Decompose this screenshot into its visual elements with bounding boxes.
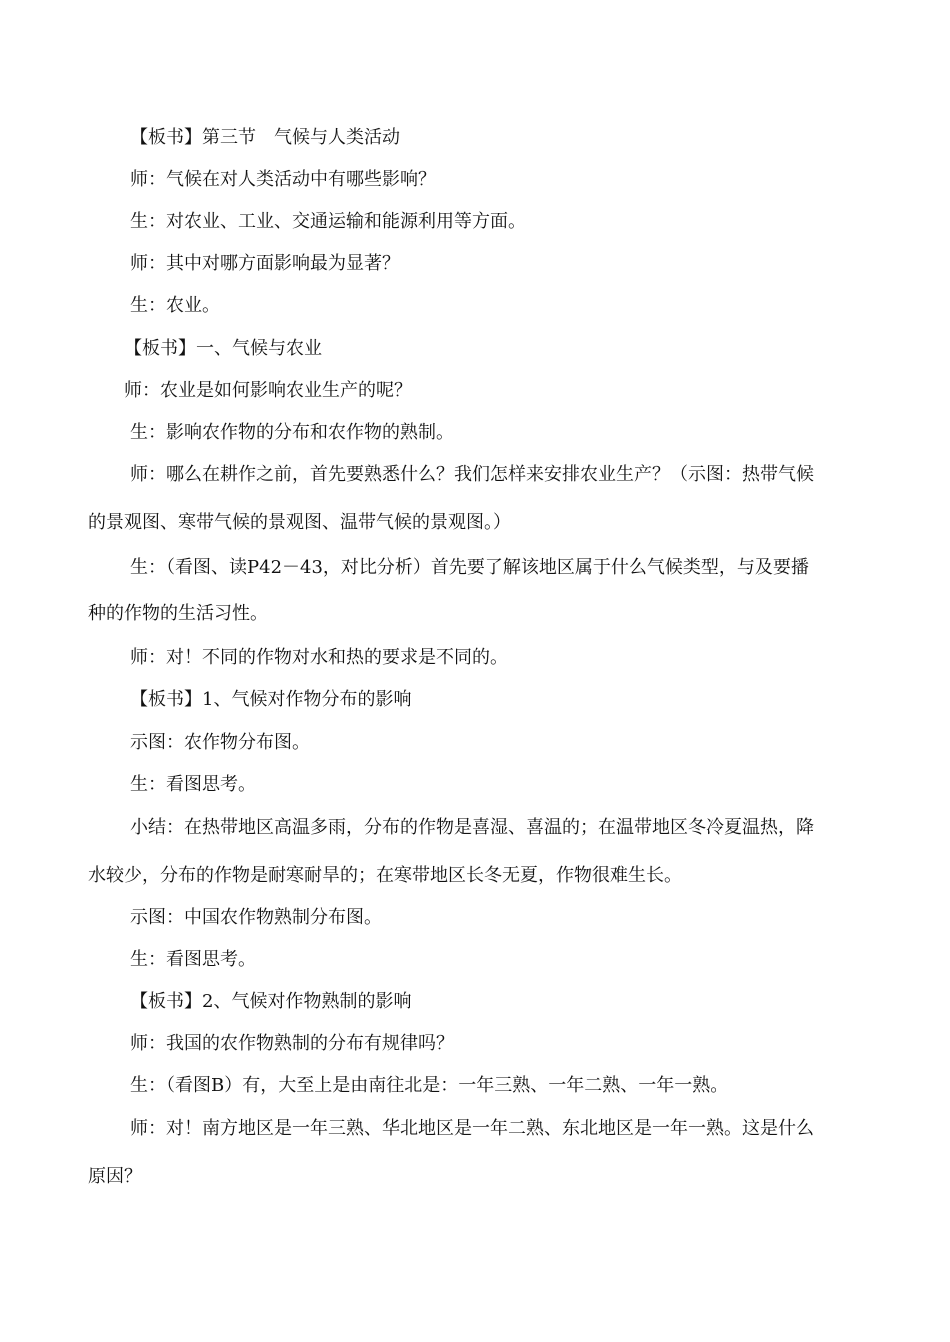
board-heading-cropping: 【板书】2、气候对作物熟制的影响 bbox=[130, 991, 412, 1012]
board-heading-section: 【板书】第三节 气候与人类活动 bbox=[130, 127, 400, 148]
summary-line: 小结：在热带地区高温多雨，分布的作物是喜湿、喜温的；在温带地区冬冷夏温热，降 bbox=[130, 817, 814, 838]
teacher-line: 师：对！不同的作物对水和热的要求是不同的。 bbox=[130, 647, 508, 668]
figure-note: 示图：农作物分布图。 bbox=[130, 732, 310, 753]
teacher-line: 师：农业是如何影响农业生产的呢？ bbox=[124, 380, 412, 401]
teacher-line: 师：对！南方地区是一年三熟、华北地区是一年二熟、东北地区是一年一熟。这是什么 bbox=[130, 1118, 814, 1139]
student-line: 生：看图思考。 bbox=[130, 949, 256, 970]
summary-line-continuation: 水较少，分布的作物是耐寒耐旱的；在寒带地区长冬无夏，作物很难生长。 bbox=[88, 865, 682, 886]
student-line: 生：看图思考。 bbox=[130, 774, 256, 795]
teacher-line: 师：哪么在耕作之前，首先要熟悉什么？我们怎样来安排农业生产？（示图：热带气候 bbox=[130, 464, 814, 485]
student-line: 生：对农业、工业、交通运输和能源利用等方面。 bbox=[130, 211, 526, 232]
student-line-continuation: 种的作物的生活习性。 bbox=[88, 603, 268, 624]
board-heading-distribution: 【板书】1、气候对作物分布的影响 bbox=[130, 689, 412, 710]
student-line: 生：影响农作物的分布和农作物的熟制。 bbox=[130, 422, 454, 443]
teacher-line-continuation: 的景观图、寒带气候的景观图、温带气候的景观图。） bbox=[88, 512, 511, 533]
teacher-line-continuation: 原因？ bbox=[88, 1166, 142, 1187]
student-line: 生：（看图、读P42－43，对比分析）首先要了解该地区属于什么气候类型，与及要播 bbox=[130, 557, 809, 578]
student-line: 生：农业。 bbox=[130, 295, 220, 316]
student-line: 生：（看图B）有，大至上是由南往北是：一年三熟、一年二熟、一年一熟。 bbox=[130, 1075, 729, 1096]
board-heading-climate-agriculture: 【板书】一、气候与农业 bbox=[124, 338, 322, 359]
figure-note: 示图：中国农作物熟制分布图。 bbox=[130, 907, 382, 928]
teacher-line: 师：其中对哪方面影响最为显著？ bbox=[130, 253, 400, 274]
teacher-line: 师：气候在对人类活动中有哪些影响？ bbox=[130, 169, 436, 190]
teacher-line: 师：我国的农作物熟制的分布有规律吗？ bbox=[130, 1033, 454, 1054]
